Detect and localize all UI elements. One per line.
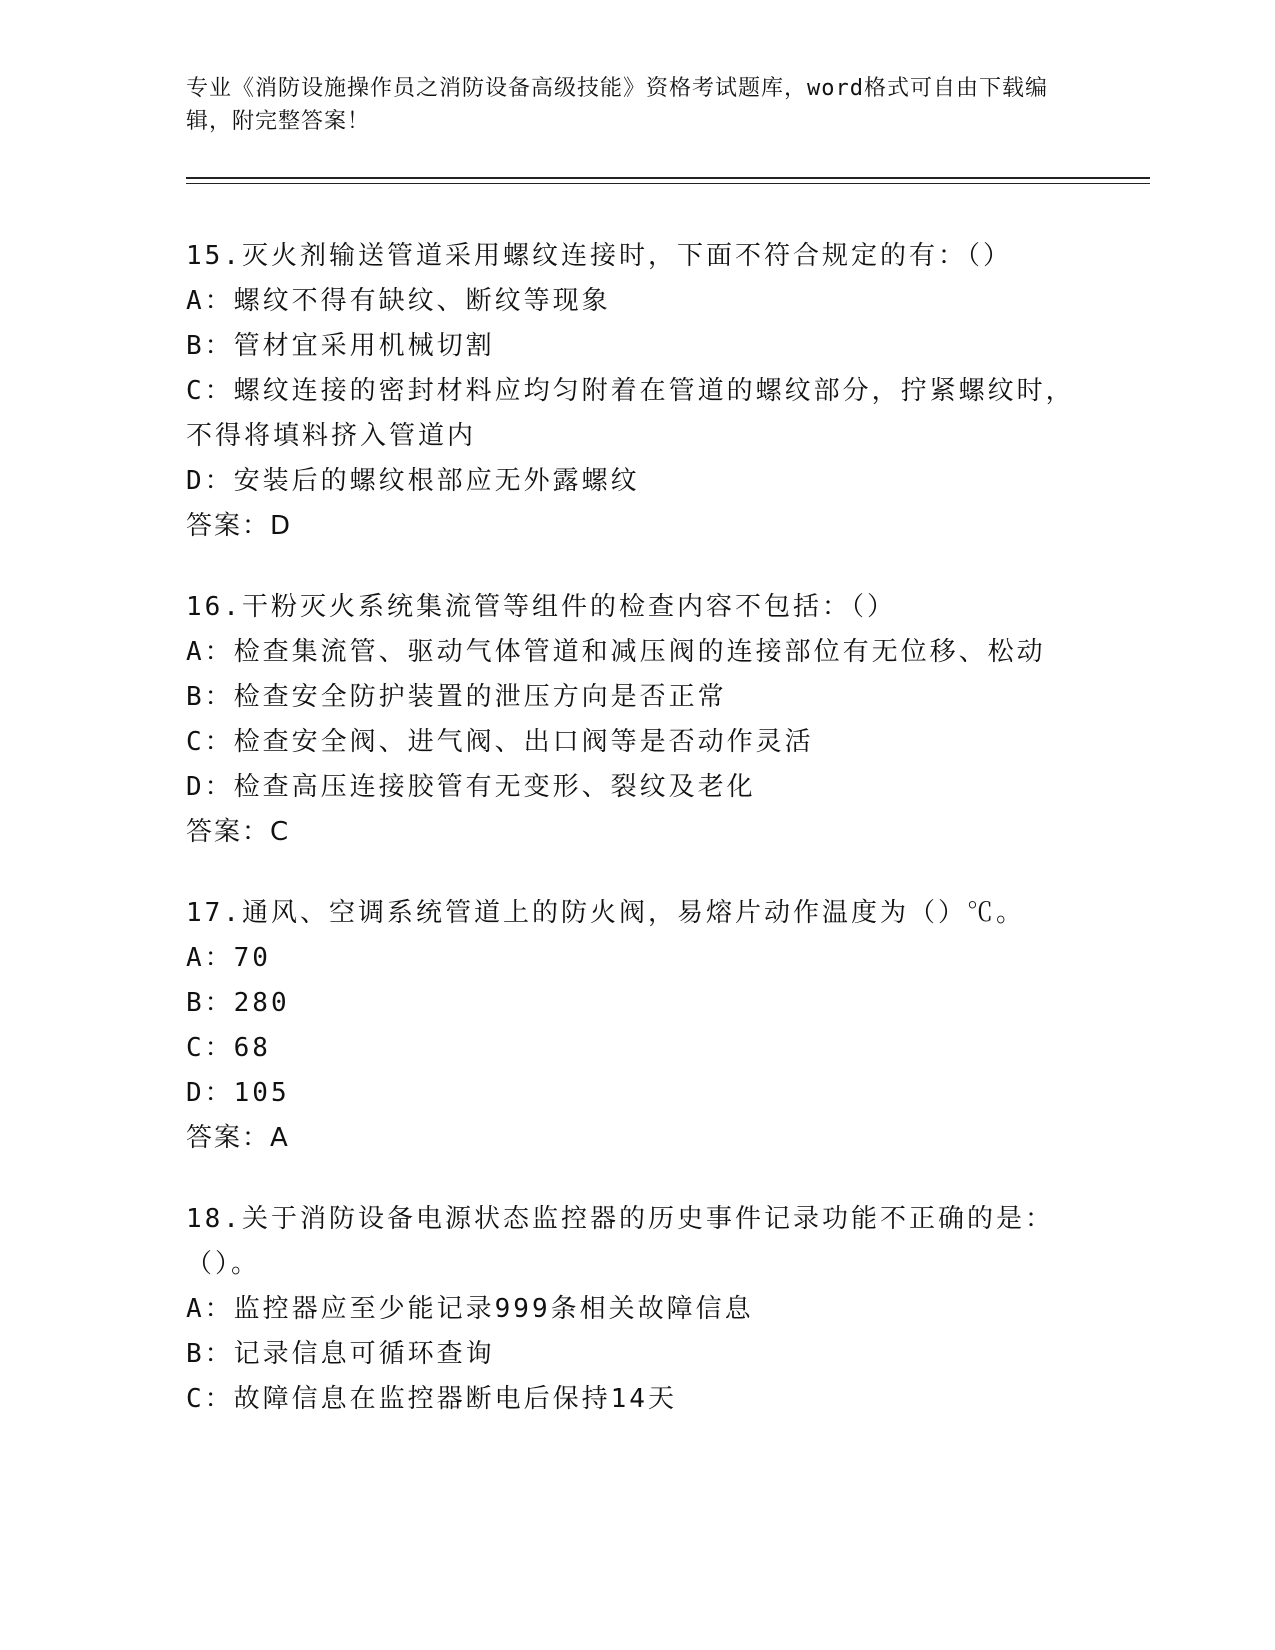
question-stem: 18.关于消防设备电源状态监控器的历史事件记录功能不正确的是：（）。 — [186, 1204, 1054, 1279]
option-b: B：检查安全防护装置的泄压方向是否正常 — [186, 682, 727, 712]
question-15 — [186, 234, 1086, 549]
option-a: A：螺纹不得有缺纹、断纹等现象 — [186, 286, 611, 316]
question-stem: 16.干粉灭火系统集流管等组件的检查内容不包括：（） — [186, 592, 896, 622]
question-stem: 17.通风、空调系统管道上的防火阀，易熔片动作温度为（）℃。 — [186, 898, 1025, 928]
question-stem: 15.灭火剂输送管道采用螺纹连接时，下面不符合规定的有：（） — [186, 241, 1012, 271]
question-18 — [186, 1197, 1086, 1422]
option-a: A：检查集流管、驱动气体管道和减压阀的连接部位有无位移、松动 — [186, 637, 1046, 667]
option-b: B：管材宜采用机械切割 — [186, 331, 495, 361]
option-c: C：故障信息在监控器断电后保持14天 — [186, 1384, 677, 1414]
answer-line: 答案：D — [186, 511, 293, 541]
answer-line: 答案：A — [186, 1123, 290, 1153]
header-divider-top — [186, 177, 1150, 179]
option-c: C：68 — [186, 1033, 271, 1063]
option-b: B：280 — [186, 988, 290, 1018]
option-d: D：105 — [186, 1078, 290, 1108]
option-a: A：监控器应至少能记录999条相关故障信息 — [186, 1294, 754, 1324]
document-header: 专业《消防设施操作员之消防设备高级技能》资格考试题库，word格式可自由下载编辑，附完整答案！ — [186, 76, 1048, 134]
question-17 — [186, 891, 1086, 1161]
option-b: B：记录信息可循环查询 — [186, 1339, 495, 1369]
option-a: A：70 — [186, 943, 271, 973]
option-c: C：检查安全阀、进气阀、出口阀等是否动作灵活 — [186, 727, 814, 757]
option-d: D：安装后的螺纹根部应无外露螺纹 — [186, 466, 640, 496]
question-16 — [186, 585, 1086, 855]
header-divider-bottom — [186, 183, 1150, 184]
option-d: D：检查高压连接胶管有无变形、裂纹及老化 — [186, 772, 756, 802]
answer-line: 答案：C — [186, 817, 291, 847]
option-c: C：螺纹连接的密封材料应均匀附着在管道的螺纹部分，拧紧螺纹时，不得将填料挤入管道内 — [186, 376, 1075, 451]
question-list — [186, 234, 1086, 1458]
